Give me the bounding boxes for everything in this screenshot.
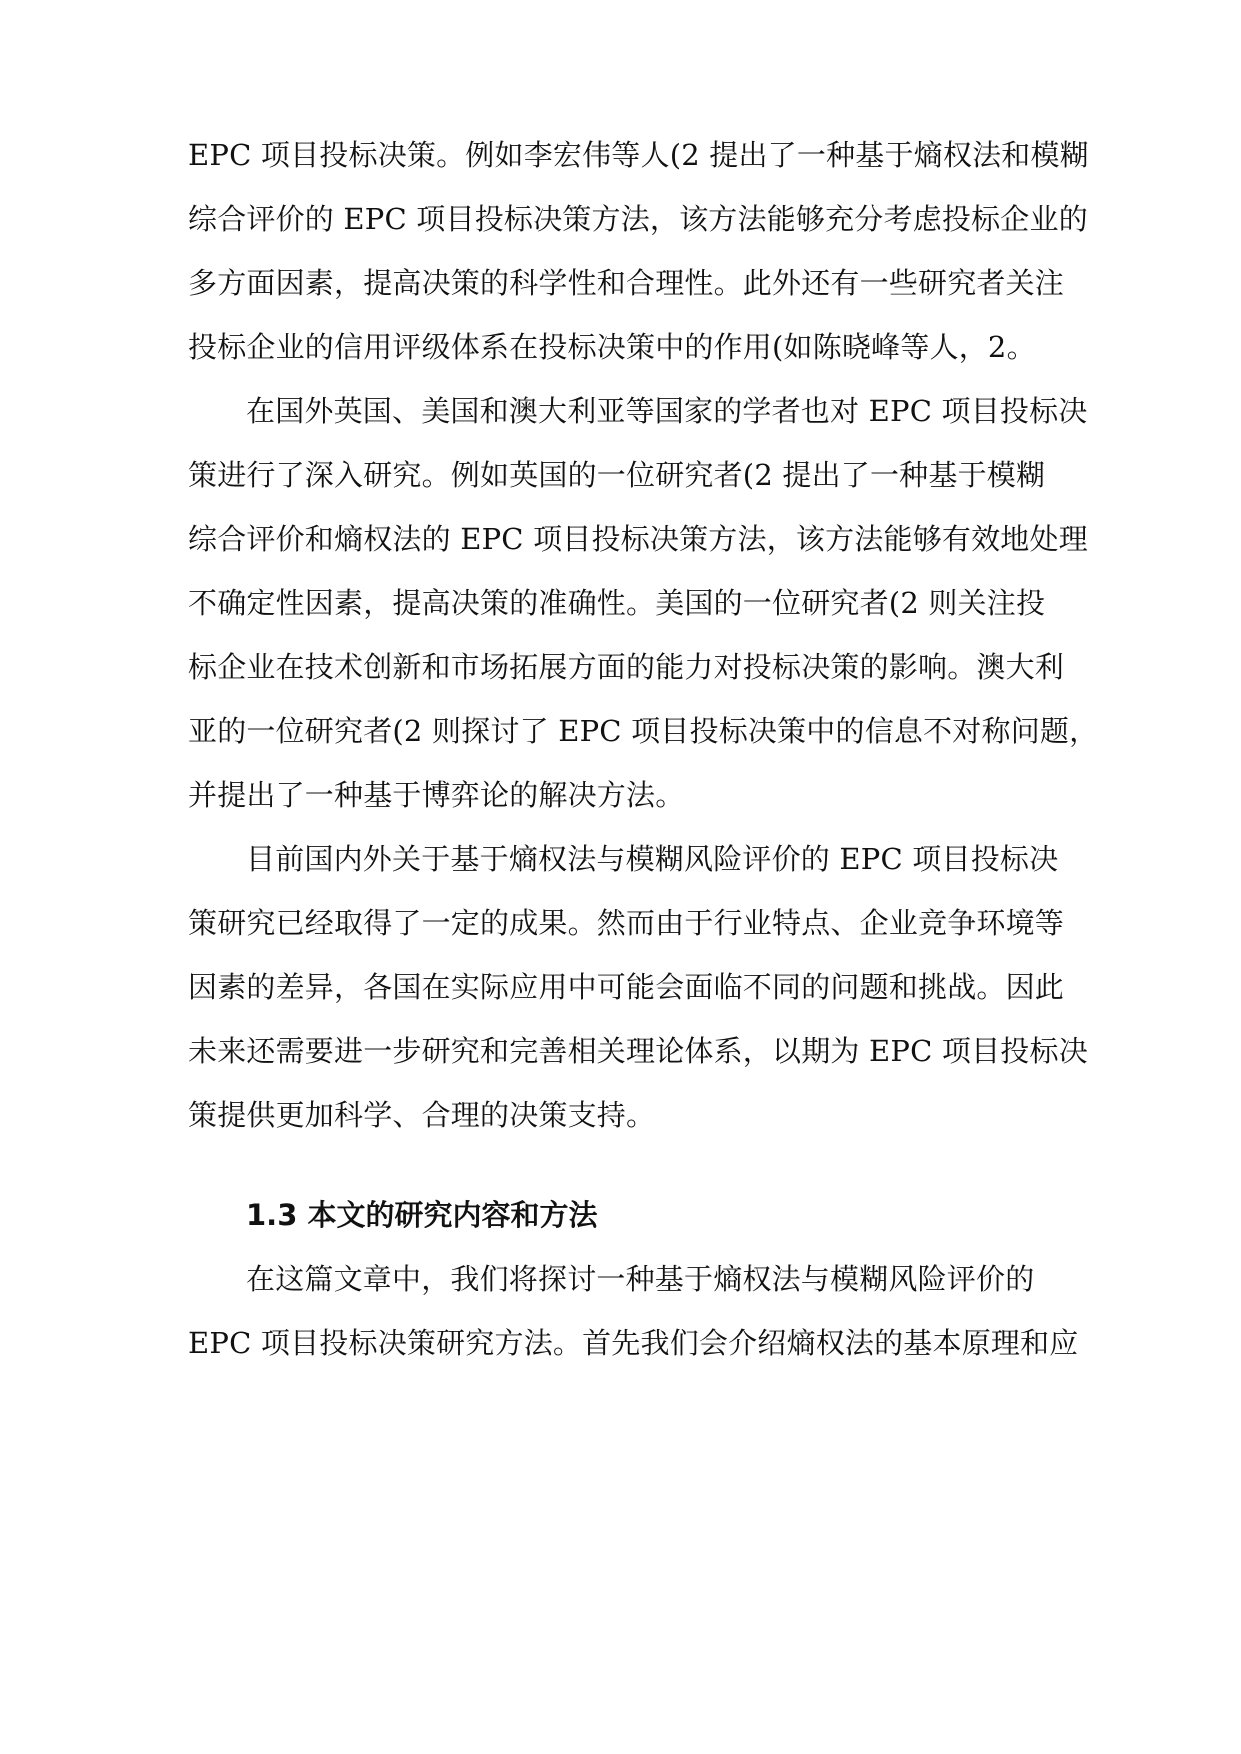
- paragraph-line: 策进行了深入研究。例如英国的一位研究者(2 提出了一种基于模糊: [188, 458, 1046, 492]
- paragraph-line: 亚的一位研究者(2 则探讨了 EPC 项目投标决策中的信息不对称问题，: [188, 714, 1099, 748]
- paragraph-line: EPC 项目投标决策。例如李宏伟等人(2 提出了一种基于熵权法和模糊: [188, 138, 1089, 172]
- paragraph-line: 策研究已经取得了一定的成果。然而由于行业特点、企业竞争环境等: [188, 906, 1065, 940]
- paragraph-line: 策提供更加科学、合理的决策支持。: [188, 1098, 656, 1132]
- paragraph-line: 并提出了一种基于博弈论的解决方法。: [188, 778, 685, 812]
- paragraph-line: 未来还需要进一步研究和完善相关理论体系，以期为 EPC 项目投标决: [188, 1034, 1088, 1068]
- paragraph-line: 因素的差异，各国在实际应用中可能会面临不同的问题和挑战。因此: [188, 970, 1065, 1004]
- paragraph-line: 在这篇文章中，我们将探讨一种基于熵权法与模糊风险评价的: [246, 1262, 1035, 1296]
- paragraph-line: 不确定性因素，提高决策的准确性。美国的一位研究者(2 则关注投: [188, 586, 1046, 620]
- paragraph-line: 综合评价的 EPC 项目投标决策方法，该方法能够充分考虑投标企业的: [188, 202, 1088, 236]
- paragraph-line: 综合评价和熵权法的 EPC 项目投标决策方法，该方法能够有效地处理: [188, 522, 1088, 556]
- paragraph-line: 标企业在技术创新和市场拓展方面的能力对投标决策的影响。澳大利: [188, 650, 1065, 684]
- section-heading: 1.3 本文的研究内容和方法: [246, 1198, 598, 1232]
- paragraph-line: 投标企业的信用评级体系在投标决策中的作用(如陈晓峰等人，2。: [188, 330, 1036, 364]
- paragraph-line: 在国外英国、美国和澳大利亚等国家的学者也对 EPC 项目投标决: [246, 394, 1088, 428]
- paragraph-line: 多方面因素，提高决策的科学性和合理性。此外还有一些研究者关注: [188, 266, 1065, 300]
- paragraph-line: EPC 项目投标决策研究方法。首先我们会介绍熵权法的基本原理和应: [188, 1326, 1079, 1360]
- paragraph-line: 目前国内外关于基于熵权法与模糊风险评价的 EPC 项目投标决: [246, 842, 1059, 876]
